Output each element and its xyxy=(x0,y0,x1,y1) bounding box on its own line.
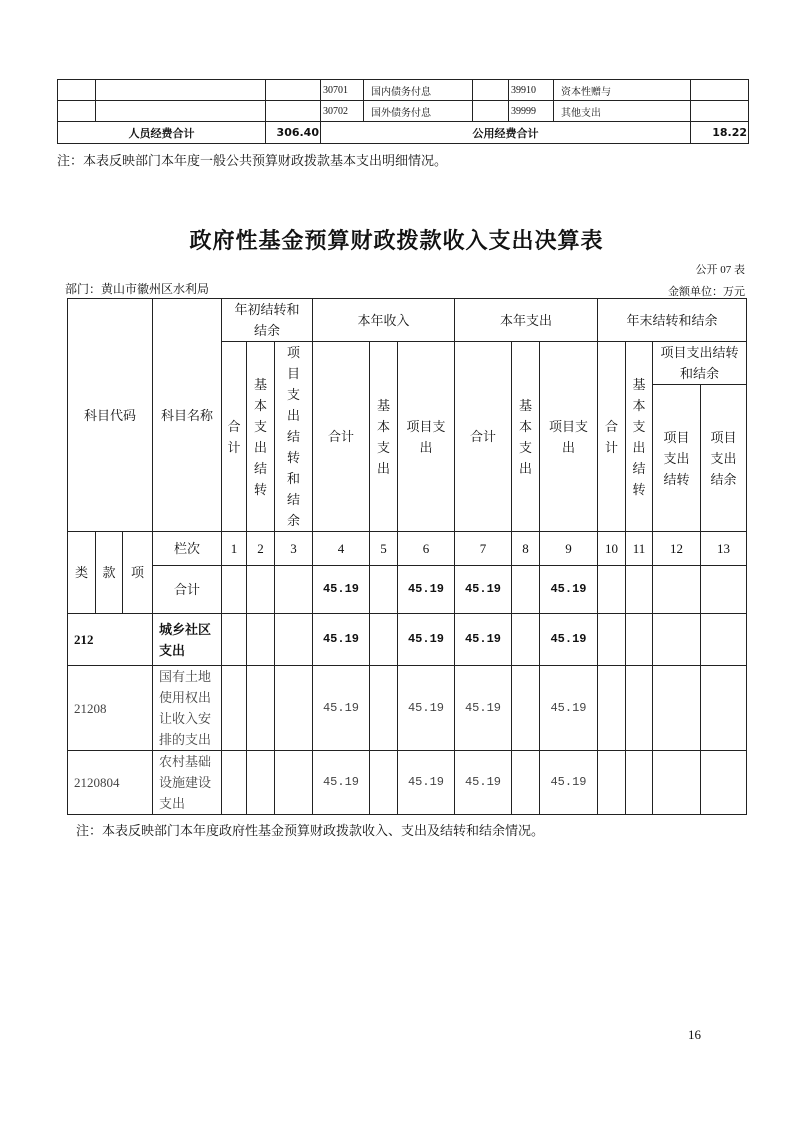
table-row xyxy=(68,666,747,751)
subject-code: 2120804 xyxy=(68,751,153,815)
index-number: 11 xyxy=(626,532,653,566)
index-number: 3 xyxy=(275,532,313,566)
group-header-expenditure: 本年支出 xyxy=(455,299,598,342)
index-number: 5 xyxy=(370,532,398,566)
table-cell xyxy=(626,666,653,751)
row-name: 合计 xyxy=(153,566,222,614)
table-cell: 45.19 xyxy=(540,566,598,614)
index-number: 2 xyxy=(247,532,275,566)
expense-name: 资本性赠与 xyxy=(554,80,691,101)
column-header xyxy=(370,342,398,532)
table-cell xyxy=(96,101,266,122)
table-cell xyxy=(222,614,247,666)
column-header xyxy=(626,342,653,532)
column-header-label: 项目支出结转 xyxy=(663,429,690,487)
index-number: 13 xyxy=(701,532,747,566)
table-cell xyxy=(275,566,313,614)
total-row xyxy=(58,122,749,144)
table-cell xyxy=(247,666,275,751)
table-cell xyxy=(370,566,398,614)
table-row xyxy=(68,751,747,815)
expense-code: 30701 xyxy=(321,80,364,101)
group-header-income: 本年收入 xyxy=(313,299,455,342)
table-cell: 45.19 xyxy=(313,614,370,666)
column-header: 项目支出 xyxy=(398,342,455,532)
index-number: 7 xyxy=(455,532,512,566)
expense-name: 国内债务付息 xyxy=(364,80,473,101)
subject-code: 21208 xyxy=(68,666,153,751)
column-header xyxy=(222,342,247,532)
column-header-subject-name: 科目名称 xyxy=(153,299,222,532)
table-cell: 45.19 xyxy=(455,666,512,751)
table-row xyxy=(58,80,749,101)
table-cell xyxy=(275,614,313,666)
table-cell xyxy=(701,751,747,815)
table-cell xyxy=(370,666,398,751)
index-number: 8 xyxy=(512,532,540,566)
personnel-total-value: 306.40 xyxy=(266,122,321,144)
code-level-header: 类 xyxy=(68,532,96,614)
column-header xyxy=(512,342,540,532)
table-note: 注：本表反映部门本年度政府性基金预算财政拨款收入、支出及结转和结余情况。 xyxy=(76,823,545,838)
code-level-header: 款 xyxy=(96,532,123,614)
table-cell xyxy=(626,614,653,666)
table-cell xyxy=(222,666,247,751)
table-cell xyxy=(701,566,747,614)
subgroup-header: 项目支出结转和结余 xyxy=(653,342,747,385)
header-row xyxy=(68,299,747,342)
table-cell xyxy=(598,751,626,815)
amount-unit-label: 金额单位：万元 xyxy=(668,286,745,298)
table-cell xyxy=(247,566,275,614)
table-cell xyxy=(598,666,626,751)
table-cell: 45.19 xyxy=(455,751,512,815)
table-cell: 45.19 xyxy=(540,751,598,815)
column-header-subject-code: 科目代码 xyxy=(68,299,153,532)
column-header: 合计 xyxy=(455,342,512,532)
table-cell xyxy=(598,566,626,614)
public-total-label: 公用经费合计 xyxy=(321,122,691,144)
table-cell: 45.19 xyxy=(313,566,370,614)
table-cell xyxy=(473,80,509,101)
page-title: 政府性基金预算财政拨款收入支出决算表 xyxy=(189,229,604,254)
column-header xyxy=(247,342,275,532)
table-cell: 45.19 xyxy=(455,614,512,666)
previous-table-note: 注：本表反映部门本年度一般公共预算财政拨款基本支出明细情况。 xyxy=(57,153,448,168)
table-cell: 45.19 xyxy=(540,614,598,666)
column-header-label: 基本支出结转 xyxy=(254,376,268,497)
index-number: 12 xyxy=(653,532,701,566)
subject-name: 城乡社区支出 xyxy=(153,614,222,666)
expense-name: 国外债务付息 xyxy=(364,101,473,122)
page-number: 16 xyxy=(688,1027,701,1042)
fund-budget-table xyxy=(67,298,747,815)
table-cell xyxy=(626,566,653,614)
table-cell: 45.19 xyxy=(455,566,512,614)
table-cell: 45.19 xyxy=(313,666,370,751)
expense-code: 39999 xyxy=(509,101,554,122)
column-header xyxy=(275,342,313,532)
column-header-label: 基本支出 xyxy=(377,397,391,476)
table-cell xyxy=(598,614,626,666)
table-row xyxy=(58,101,749,122)
table-cell xyxy=(512,566,540,614)
table-cell xyxy=(626,751,653,815)
table-cell: 45.19 xyxy=(398,666,455,751)
index-row xyxy=(68,532,747,566)
form-number: 公开 07 表 xyxy=(695,264,745,276)
table-cell xyxy=(653,614,701,666)
column-header-label: 基本支出结转 xyxy=(632,376,646,497)
table-cell: 45.19 xyxy=(540,666,598,751)
column-header-label: 合计 xyxy=(605,418,619,455)
table-cell xyxy=(653,566,701,614)
table-cell xyxy=(222,566,247,614)
table-cell xyxy=(266,101,321,122)
previous-table xyxy=(57,79,749,144)
index-number: 4 xyxy=(313,532,370,566)
index-number: 10 xyxy=(598,532,626,566)
department-label: 部门：黄山市徽州区水利局 xyxy=(65,282,210,296)
table-cell xyxy=(96,80,266,101)
subject-name: 国有土地使用权出让收入安排的支出 xyxy=(153,666,222,751)
table-cell: 45.19 xyxy=(398,751,455,815)
index-number: 6 xyxy=(398,532,455,566)
subject-code: 212 xyxy=(68,614,153,666)
table-cell xyxy=(370,751,398,815)
table-cell xyxy=(222,751,247,815)
table-cell xyxy=(370,614,398,666)
column-header-label: 项目支出结转和结余 xyxy=(287,345,301,528)
table-cell xyxy=(653,751,701,815)
column-header-label: 项目支出结余 xyxy=(710,429,737,487)
table-cell xyxy=(701,614,747,666)
table-cell xyxy=(691,101,749,122)
table-cell xyxy=(653,666,701,751)
table-cell xyxy=(691,80,749,101)
table-cell xyxy=(275,751,313,815)
table-row xyxy=(68,614,747,666)
code-level-header: 项 xyxy=(123,532,153,614)
table-cell xyxy=(512,666,540,751)
table-cell xyxy=(701,666,747,751)
table-cell xyxy=(512,614,540,666)
subject-name: 农村基础设施建设支出 xyxy=(153,751,222,815)
column-header: 合计 xyxy=(313,342,370,532)
index-number: 9 xyxy=(540,532,598,566)
column-header xyxy=(598,342,626,532)
index-number: 1 xyxy=(222,532,247,566)
table-cell xyxy=(473,101,509,122)
personnel-total-label: 人员经费合计 xyxy=(58,122,266,144)
index-label: 栏次 xyxy=(153,532,222,566)
table-cell: 45.19 xyxy=(398,566,455,614)
table-cell xyxy=(58,101,96,122)
table-cell: 45.19 xyxy=(313,751,370,815)
table-cell xyxy=(247,751,275,815)
column-header xyxy=(701,385,747,532)
column-header-label: 合计 xyxy=(227,418,241,455)
table-cell xyxy=(266,80,321,101)
table-cell xyxy=(58,80,96,101)
group-header-opening-balance: 年初结转和结余 xyxy=(222,299,313,342)
expense-code: 30702 xyxy=(321,101,364,122)
table-cell: 45.19 xyxy=(398,614,455,666)
public-total-value: 18.22 xyxy=(691,122,749,144)
table-cell xyxy=(275,666,313,751)
expense-code: 39910 xyxy=(509,80,554,101)
table-row-total xyxy=(68,566,747,614)
expense-name: 其他支出 xyxy=(554,101,691,122)
column-header: 项目支出 xyxy=(540,342,598,532)
column-header xyxy=(653,385,701,532)
group-header-closing-balance: 年末结转和结余 xyxy=(598,299,747,342)
column-header-label: 基本支出 xyxy=(519,397,533,476)
table-cell xyxy=(512,751,540,815)
table-cell xyxy=(247,614,275,666)
